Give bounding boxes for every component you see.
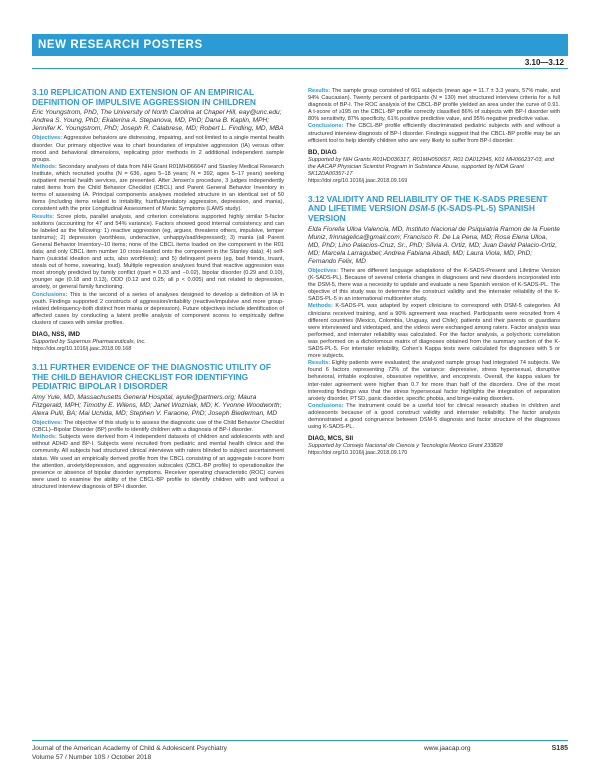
doi-link[interactable]: https://doi.org/10.1016/j.jaac.2018.09.170 [308, 450, 408, 457]
doi-link[interactable]: https://doi.org/10.1016/j.jaac.2018.09.169 [308, 177, 408, 184]
right-column [308, 88, 560, 457]
journal-issue: Volume 57 / Number 10S / October 2018 [32, 753, 152, 761]
poster-title-dsm5: DSM-5 [408, 203, 436, 214]
methods-paragraph [32, 164, 284, 214]
section-banner: NEW RESEARCH POSTERS [32, 34, 568, 56]
conclusions-paragraph [308, 403, 560, 431]
poster-range: 3.10—3.12 [524, 58, 564, 67]
poster-authors: Amy Yule, MD, Massachusetts General Hospital, ayule@partners.org; Maura Fitzgerald, MPH; Timothy E. Wilens, MD; Janet Wozniak, MD; K. Yvonne Woodworth; Alexa Pulli, BA; Mai Uchida, MD; Stephen V. Faraone, PhD; Joseph Biederman, MD [32, 393, 282, 417]
journal-name: Journal of the American Academy of Child & Adolescent Psychiatry [32, 745, 227, 752]
poster-3-10 [32, 88, 284, 353]
conclusions-label: Conclusions: [308, 123, 344, 130]
conclusions-paragraph [32, 292, 284, 327]
keywords: DIAG, MCS, SII [308, 435, 354, 443]
poster-authors: Elda Fiorella Ulloa Valencia, MD, Instituto Nacional de Psiquiatria Ramon de la Fuente Muniz, frinnagelica@gmail.com; Francisco R. De La Pena, MD; Rosa Elena Ulloa, MD, PhD; Lino Palacios-Cruz, Sr., PhD; Silvia A. Ortiz, MD; Juan David Palacio-Ortiz, MD; Marcela Larraguibel; Andrea Fabiana Abadi, MD; Laura Viola, MD, PhD; Fernando Felix, MD [308, 225, 560, 265]
journal-website[interactable]: www.jaacap.org [424, 745, 471, 752]
left-column [32, 88, 284, 491]
poster-authors: Eric Youngstrom, PhD, The University of North Carolina at Chapel Hill, eay@unc.edu; Andrea S. Young, PhD; Ekaterina A. Stepanova, MD, PhD; Dana B. Kaplin, MPH; Jennifer K. Youngstrom, PhD; Joseph R. Calabrese, MD; Robert L. Findling, MD, MBA [32, 109, 284, 133]
objectives-label: Objectives: [32, 420, 63, 427]
objectives-text: Aggressive behaviors are distressing, impairing, and not limited to a single mental health disorder. Our primary objective was to chart boundaries of impulsive aggression (IA) versus other mood and behavioral dimensions, replicating prior methods in 2 additional independent sample groups. [32, 135, 284, 163]
doi-link[interactable]: https://doi.org/10.1016/j.jaac.2018.09.168 [32, 346, 132, 352]
poster-3-12 [308, 195, 560, 457]
results-label: Results: [308, 360, 331, 367]
methods-paragraph [308, 303, 560, 360]
objectives-paragraph [32, 135, 284, 163]
results-label: Results: [32, 213, 55, 220]
poster-title [308, 195, 560, 224]
results-text: Eighty patients were evaluated; the analyzed sample group had integrated 74 subjects. We found 6 factors representing 72% of the variance: depressive, stress hypersexual, disruptive behavioral, irritable explosive, obsessive repetitive, and encopresis. Overall, the kappa values for inter-rater agreement were higher than 0.7 for more than half of the disorders. One of the most interesting findings was that the stress hypersexual factor highlights the integration of separation anxiety disorder, PTSD, panic disorder, specific phobia, and binge-eating disorders. [308, 360, 560, 402]
objectives-text: The objective of this study is to assess the diagnostic use of the Child Behavior Checklist (CBCL)–Bipolar Disorder (BP) profile to identify children with a diagnosis of BP-I disorder. [32, 420, 285, 434]
conclusions-text: This is the second of a series of analyses designed to develop a definition of IA in youth. Findings supported 2 constructs of aggression/irritability (reactive/impulsive and more group-related delinquency-both distinct from mania or depression). Future objectives include identification of affected cases by conducting a latent profile analysis of component scores to empirically define clusters of cases with similar profiles. [32, 291, 284, 326]
objectives-paragraph [32, 420, 284, 434]
poster-title-end: (K-SADS-PL-5) SPANISH VERSION [308, 203, 535, 223]
methods-text: Subjects were derived from 4 independent datasets of children and adolescents with and without ADHD and BP-I. Subjects were recruited from pediatric and mental health clinics and the community. All subjects had structured clinical interviews with raters blinded to subject ascertainment status. We used an empirically derived profile from the CBCL consisting of an aggregate t-score from the attention, anxiety/depression, and aggression subscales (CBCL-BP profile) to operationalize the presence or absence of bipolar disorder symptoms. Receiver operating characteristic (ROC) curves were used to examine the ability of the CBCL-BP profile to identify children with and without a structured interview diagnosis of BP-I disorder. [32, 434, 284, 490]
poster-3-11-continued [308, 88, 560, 185]
poster-title-main: 3.12 VALIDITY AND RELIABILITY OF THE K-SADS PRESENT AND LIFETIME VERSION [308, 193, 548, 214]
objectives-text: There are different language adaptations of the K-SADS-Present and Lifetime Version (K-SADS-PL). Because of several criteria changes in diagnoses and new disorders incorporated into the DSM-5, there was a necessity to update and evaluate a new Spanish version of K-SADS-PL. The objective of this study was to determine the construct validity and the interrater reliability of the K-SADS-PL-5 in an international multicenter study. [308, 268, 561, 303]
page-footer [32, 745, 568, 762]
conclusions-label: Conclusions: [308, 402, 344, 409]
methods-label: Methods: [32, 434, 57, 441]
support-line: Supported by Consejo Nacional de Ciencia y Tecnología Mexico Grant 233828 [308, 443, 503, 450]
results-text: Scree plots, parallel analysis, and criterion correlations supported highly similar 5-factor solutions (accounting for 47 and 54% variance). Factors showed good internal consistency and can be labeled as the following: 1) reactive aggression (eg, argues, threatens others, impulsive, temper tantrums); 2) depression (worthless, underactive, unhappy/sad/depressed); 3) mania (all Parent General Behavior Inventory–10 items; none of the CBCL items loaded on the component in the R01 data; and only CBCL item number 10 cross-loaded onto the component in the Stanley data); 4) self-harm (suicidal ideation and acts, also worthless); and 5) delinquent peers (eg, bad friends, truant, steals out of home, swearing, loud). Multiple regression analyses found that reactive aggression was most strongly predicted by family conflict (rpart = 0.33 and −0.02), bipolar disorder (0.29 and 0.10), younger age (0.18 and 0.13), ODD (0.12 and 0.25; all p < 0.005) and not related to depression, anxiety, or general family functioning. [32, 213, 284, 291]
poster-title: 3.10 REPLICATION AND EXTENSION OF AN EMPIRICAL DEFINITION OF IMPULSIVE AGGRESSION IN CHILDREN [32, 87, 256, 107]
methods-paragraph [32, 434, 284, 491]
methods-label: Methods: [308, 303, 333, 310]
support-line: Supported by Supernus Pharmaceuticals, Inc. [32, 339, 146, 345]
poster-title: 3.11 FURTHER EVIDENCE OF THE DIAGNOSTIC UTILITY OF THE CHILD BEHAVIOR CHECKLIST FOR IDENTIFYING PEDIATRIC BIPOLAR I DISORDER [32, 362, 272, 392]
results-label: Results: [308, 88, 331, 94]
poster-3-11 [32, 363, 284, 491]
objectives-paragraph [308, 268, 560, 303]
conclusions-text: The CBCL-BP profile efficiently discriminated pediatric subjects with and without a structured interview diagnosis of BP-I disorder. Findings suggest that the CBCL-BP profile may be an efficient tool to help identify children who are very likely to suffer from BP-I disorder. [308, 123, 561, 144]
conclusions-paragraph [308, 123, 560, 144]
results-paragraph [308, 88, 560, 123]
results-paragraph [32, 214, 284, 292]
results-paragraph [308, 360, 560, 403]
methods-text: Secondary analyses of data from NIH Grant R01MH066647 and Stanley Medical Research Institute, which recruited youths (N = 636, ages 5–18 years; N = 392, ages 5–17 years) seeking outpatient mental health services, are presented. After Jensen's procedure, 3 judges independently rated items from the Child Behavior Checklist (CBCL) and Parent General Behavior Inventory in terms of assessing IA. Principal components analyses modeled structure in an identical set of 50 items (including items related to irritability, hurtful/predatory aggression, depression, and mania), consistent with the prior Longitudinal Assessment of Manic Symptoms (LAMS study). [32, 163, 284, 213]
conclusions-text: The instrument could be a useful tool for clinical research studies in children and adolescents because of a good construct validity and interrater reliability. The factor analysis demonstrated a good congruence between DSM-5 diagnosis and factor structure of the diagnoses using K-SADS-PL. [308, 402, 561, 431]
keywords: BD, DIAG [308, 148, 337, 156]
objectives-label: Objectives: [308, 268, 339, 274]
page-number: S185 [551, 745, 568, 752]
objectives-label: Objectives: [32, 135, 63, 142]
results-text: The sample group consisted of 661 subjects (mean age = 11.7 ± 3.3 years, 57% male, and 94% Caucasian). Twenty percent of participants (N = 130) met structured interview criteria for a full diagnosis of BP-I. The ROC analysis of the CBCL-BP profile yielded an area under the curve of 0.91. A t-score of ≥195 on the CBCL-BP profile correctly classified 86% of subjects with BP-I disorder with 80% sensitivity, 87% specificity, 61% positive predictive value, and 95% negative predictive value. [308, 88, 560, 123]
methods-label: Methods: [32, 163, 57, 170]
methods-text: K-SADS-PL was adapted by expert clinicians to correspond with DSM-5 categories. All clinicians received training, and a 90% agreement was reached. Participants were recruited from 4 different countries (Mexico, Colombia, Uruguay, and Chile); patients and their parents or guardians were interviewed and videotaped, and the videos were exchanged among raters. Factor analysis was performed, and interrater reliability was calculated. For the factor analysis, a polychoric correlation was performed on a dichotomous matrix of diagnoses obtained from the summary section of the K-SADS-PL-5. For interrater reliability, Cohen's Kappa tests were calculated for diagnoses with 5 or more subjects. [308, 303, 560, 360]
support-line: Supported by NIH Grants R01HD036317, R01MH050657, R01 DA012945, K01 MH066237-03, and the AACAP Physician Scientist Program in Substance Abuse, supported by NIDA Grant 5K12DA00357-17 [308, 156, 554, 177]
header-rule [32, 68, 568, 69]
conclusions-label: Conclusions: [32, 291, 68, 298]
keywords: DIAG, NSS, IMD [32, 331, 80, 338]
footer-rule [32, 740, 568, 741]
